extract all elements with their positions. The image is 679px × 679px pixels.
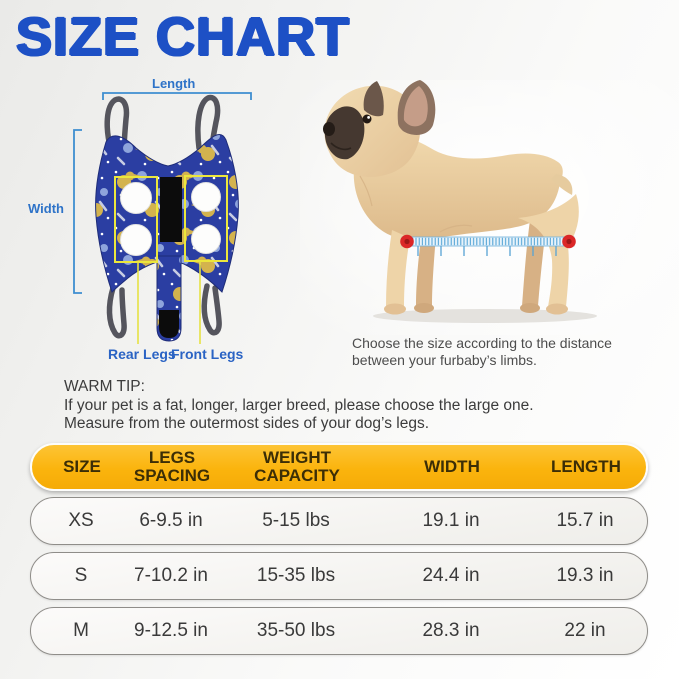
dog-caption: Choose the size according to the distance between your furbaby’s limbs. (352, 335, 612, 368)
width-bracket (74, 130, 82, 293)
cell-weight-capacity: 35-50 lbs (256, 620, 336, 641)
warm-tip-line2: Measure from the outermost sides of your dog’s legs. (64, 415, 429, 432)
dog-photo (300, 80, 679, 335)
cell-width: 19.1 in (422, 510, 480, 531)
column-header-size: SIZE (63, 456, 101, 476)
size-table-header (30, 443, 648, 491)
width-dimension-label: Width (28, 201, 64, 216)
column-header-width: WIDTH (424, 456, 480, 476)
cell-weight-capacity: 15-35 lbs (256, 565, 336, 586)
warm-tip-block (64, 378, 644, 434)
eye (363, 115, 372, 124)
cell-length: 15.7 in (556, 510, 614, 531)
sling-diagram (20, 70, 320, 375)
tail-velcro (159, 310, 179, 338)
column-header-weight-capacity: WEIGHT CAPACITY (254, 447, 340, 485)
front-legs-label: Front Legs (171, 346, 244, 362)
cell-legs-spacing: 9-12.5 in (134, 620, 208, 641)
length-bracket (103, 93, 251, 100)
nose (323, 122, 335, 136)
size-table-row-xs (30, 497, 648, 545)
length-dimension-label: Length (152, 76, 196, 91)
warm-tip-title: WARM TIP: (64, 378, 145, 395)
warm-tip-line1: If your pet is a fat, longer, larger breed, please choose the large one. (64, 396, 534, 414)
cell-size: M (73, 620, 89, 641)
column-header-legs-spacing: LEGS SPACING (133, 447, 211, 485)
cell-length: 22 in (564, 620, 606, 641)
cell-size: S (74, 565, 88, 586)
page-title: SIZE CHART (16, 7, 350, 67)
size-table-row-s (30, 552, 648, 600)
cell-width: 24.4 in (422, 565, 480, 586)
cell-size: XS (68, 510, 94, 531)
rear-legs-label: Rear Legs (108, 346, 176, 362)
cell-legs-spacing: 7-10.2 in (134, 565, 208, 586)
cell-weight-capacity: 5-15 lbs (262, 510, 330, 531)
size-table-row-m (30, 607, 648, 655)
column-header-length: LENGTH (551, 456, 621, 476)
cell-legs-spacing: 6-9.5 in (139, 510, 203, 531)
center-velcro (160, 177, 182, 242)
cell-width: 28.3 in (422, 620, 480, 641)
cell-length: 19.3 in (556, 565, 614, 586)
